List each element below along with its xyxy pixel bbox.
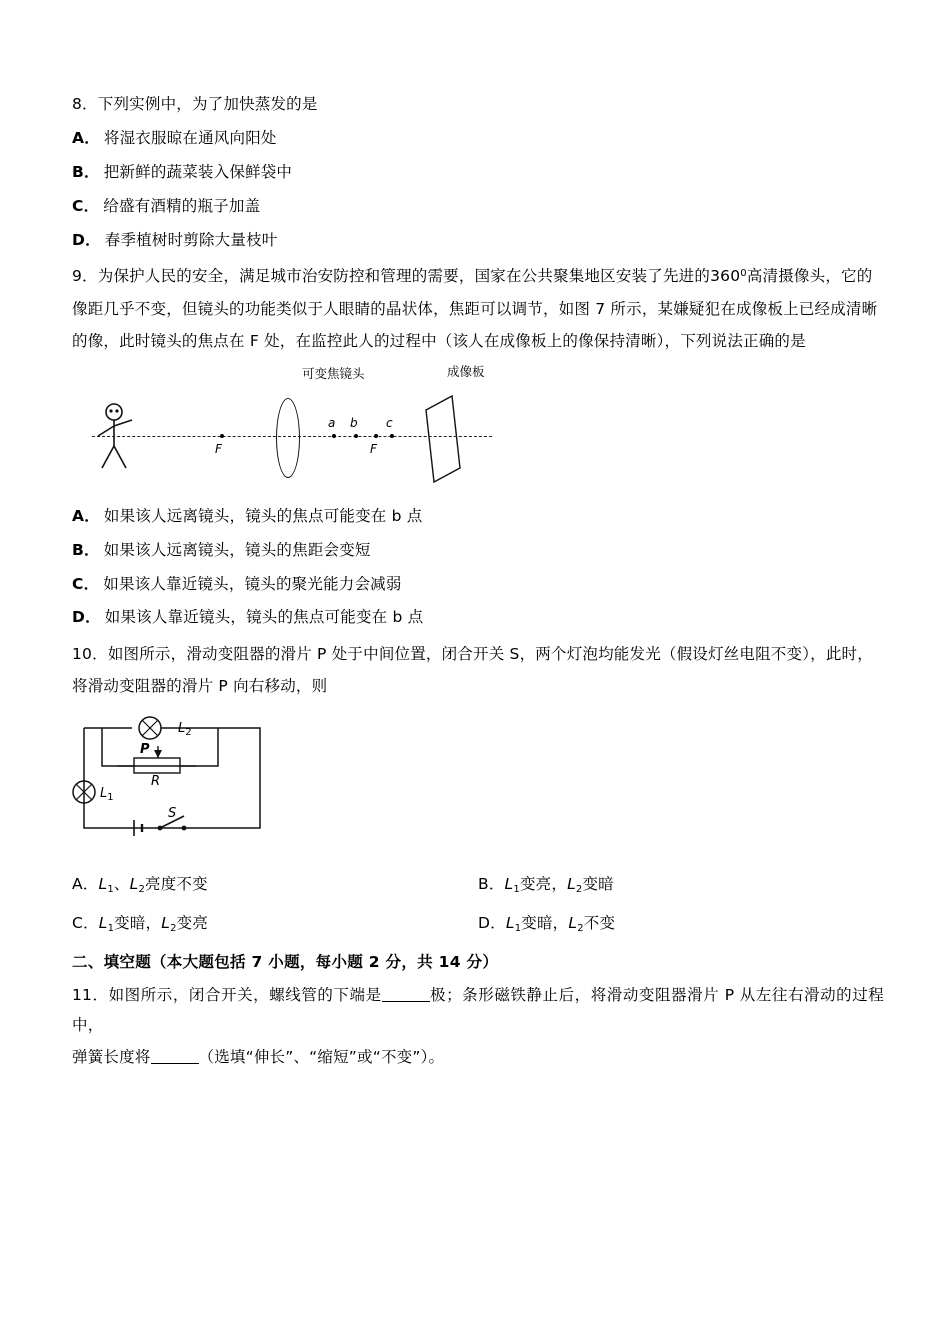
figure-camera-optics xyxy=(72,362,884,494)
symbol: L xyxy=(567,874,576,893)
symbol: L xyxy=(161,913,171,932)
lamp-l1-label: $L_1$ xyxy=(100,785,114,803)
section-title-fill-in-blank: 二、填空题（本大题包括 7 小题，每小题 2 分，共 14 分） xyxy=(72,952,499,971)
question-9-text-a: 为保护人民的安全，满足城市治安防控和管理的需要，国家在公共聚集地区安装了先进的360 xyxy=(97,267,741,286)
point-label-a: a xyxy=(328,415,336,430)
symbol: L xyxy=(505,913,515,932)
option-text: 如果该人靠近镜头，镜头的焦点可能变在 b 点 xyxy=(104,608,424,627)
option-text: 变暗， xyxy=(521,913,569,932)
option-text: 如果该人远离镜头，镜头的焦距会变短 xyxy=(103,540,371,559)
figure-label-lens: 可变焦镜头 xyxy=(302,365,365,381)
question-9-option-c xyxy=(72,572,884,597)
focus-label-left: F xyxy=(215,441,222,456)
question-8-text: 下列实例中，为了加快蒸发的是 xyxy=(97,95,318,113)
subscript: 1 xyxy=(107,883,114,895)
option-text: 将湿衣服晾在通风向阳处 xyxy=(103,129,277,148)
option-text: 变暗 xyxy=(582,874,614,893)
option-label: D． xyxy=(478,913,506,932)
switch-s-label: S xyxy=(168,805,177,821)
option-text: 亮度不变 xyxy=(145,874,208,893)
option-text: 如果该人靠近镜头，镜头的聚光能力会减弱 xyxy=(103,574,402,593)
question-9-stem-line-3: 的像，此时镜头的焦点在 F 处，在监控此人的过程中（该人在成像板上的像保持清晰），下列说法正确的是 xyxy=(72,331,806,350)
question-8-number: 8． xyxy=(72,95,98,113)
degree-superscript: 0 xyxy=(740,268,747,280)
option-label: C． xyxy=(72,574,100,593)
option-text: 不变 xyxy=(583,913,616,932)
point-label-c: c xyxy=(386,415,393,430)
page-content xyxy=(72,92,884,1074)
option-text: 春季植树时剪除大量枝叶 xyxy=(104,230,278,249)
subscript: 2 xyxy=(138,883,146,895)
symbol: L xyxy=(98,874,108,893)
question-8-option-a xyxy=(72,126,884,151)
person-figure-icon xyxy=(94,402,140,480)
subscript: 1 xyxy=(107,922,115,934)
question-11-text-a: 如图所示，闭合开关，螺线管的下端是 xyxy=(108,985,382,1004)
answer-blank-1[interactable] xyxy=(382,1001,430,1002)
answer-blank-2[interactable] xyxy=(151,1063,199,1064)
option-label: C． xyxy=(72,196,100,215)
question-9-option-d xyxy=(72,605,884,630)
question-9-number: 9． xyxy=(72,267,98,286)
circuit-diagram-icon xyxy=(72,710,312,858)
convex-lens-icon xyxy=(276,398,300,478)
question-10-stem-line-2: 将滑动变阻器的滑片 P 向右移动，则 xyxy=(72,677,328,696)
symbol: L xyxy=(98,913,108,932)
slider-p-label: P xyxy=(140,741,150,757)
question-11-text-c: 弹簧长度将 xyxy=(72,1048,151,1067)
lamp-l2-label: $L_2$ xyxy=(178,720,192,738)
option-label: B． xyxy=(478,874,505,893)
resistor-r-label: R xyxy=(151,773,161,789)
option-text: 、 xyxy=(113,874,130,893)
option-label: B． xyxy=(72,540,100,559)
option-text: 变暗， xyxy=(114,913,162,932)
option-text: 把新鲜的蔬菜装入保鲜袋中 xyxy=(103,162,293,181)
question-11-line-2 xyxy=(72,1042,884,1072)
question-11-text-b: 极；条形磁铁静止后，将滑动变阻器滑片 P 从左往右滑动的过程中， xyxy=(72,985,885,1034)
question-10-option-b xyxy=(478,872,884,895)
question-11-line-1 xyxy=(72,980,884,1040)
question-9-text-b: 高清摄像头，它的 xyxy=(746,267,873,286)
option-text: 变亮， xyxy=(519,874,568,893)
question-8-option-c xyxy=(72,194,884,219)
question-9-option-b xyxy=(72,538,884,563)
question-11-number: 11． xyxy=(72,985,109,1004)
question-11-text-d: （选填“伸长”、“缩短”或“不变”）。 xyxy=(198,1048,445,1067)
point-a-dot xyxy=(332,434,336,438)
question-10-options-row-1 xyxy=(72,872,884,895)
question-9-stem-line-1 xyxy=(72,261,884,291)
question-8-option-b xyxy=(72,160,884,185)
question-10-option-d xyxy=(478,911,884,934)
option-label: A． xyxy=(72,129,100,148)
option-label: B． xyxy=(72,162,100,181)
subscript: 2 xyxy=(577,922,584,934)
question-8-option-d xyxy=(72,228,884,253)
figure-circuit xyxy=(72,710,884,858)
point-label-b: b xyxy=(350,415,358,430)
symbol: L xyxy=(129,874,139,893)
question-10-stem-line-1 xyxy=(72,639,884,669)
question-9-option-a xyxy=(72,504,884,529)
question-8-stem xyxy=(72,92,884,117)
option-label: A． xyxy=(72,506,100,525)
point-c-dot xyxy=(390,434,394,438)
figure-label-screen: 成像板 xyxy=(447,363,485,379)
question-10-option-c xyxy=(72,911,478,934)
question-10-number: 10． xyxy=(72,645,108,664)
focus-point-right-dot xyxy=(374,434,378,438)
subscript: 1 xyxy=(514,922,522,934)
option-label: A． xyxy=(72,874,99,893)
option-label: D． xyxy=(72,230,101,249)
imaging-screen-icon xyxy=(422,394,462,480)
question-10-options-row-2 xyxy=(72,911,884,934)
symbol: L xyxy=(504,874,514,893)
question-10-option-a xyxy=(72,872,478,895)
question-9-stem-line-2: 像距几乎不变，但镜头的功能类似于人眼睛的晶状体，焦距可以调节，如图 7 所示，某嫌疑犯在成像板上已经成清晰 xyxy=(72,299,878,318)
focus-point-left-dot xyxy=(220,434,224,438)
option-label: C． xyxy=(72,913,99,932)
subscript: 2 xyxy=(575,883,583,895)
option-text: 给盛有酒精的瓶子加盖 xyxy=(103,196,261,215)
symbol: L xyxy=(568,913,578,932)
option-text: 变亮 xyxy=(176,913,209,932)
subscript: 1 xyxy=(513,883,520,895)
point-b-dot xyxy=(354,434,358,438)
option-label: D． xyxy=(72,608,101,627)
question-10-text-a: 如图所示，滑动变阻器的滑片 P 处于中间位置，闭合开关 S，两个灯泡均能发光（假设灯丝电阻不变），此时， xyxy=(107,645,873,664)
focus-label-right: F xyxy=(370,441,377,456)
option-text: 如果该人远离镜头，镜头的焦点可能变在 b 点 xyxy=(103,506,423,525)
subscript: 2 xyxy=(170,922,177,934)
